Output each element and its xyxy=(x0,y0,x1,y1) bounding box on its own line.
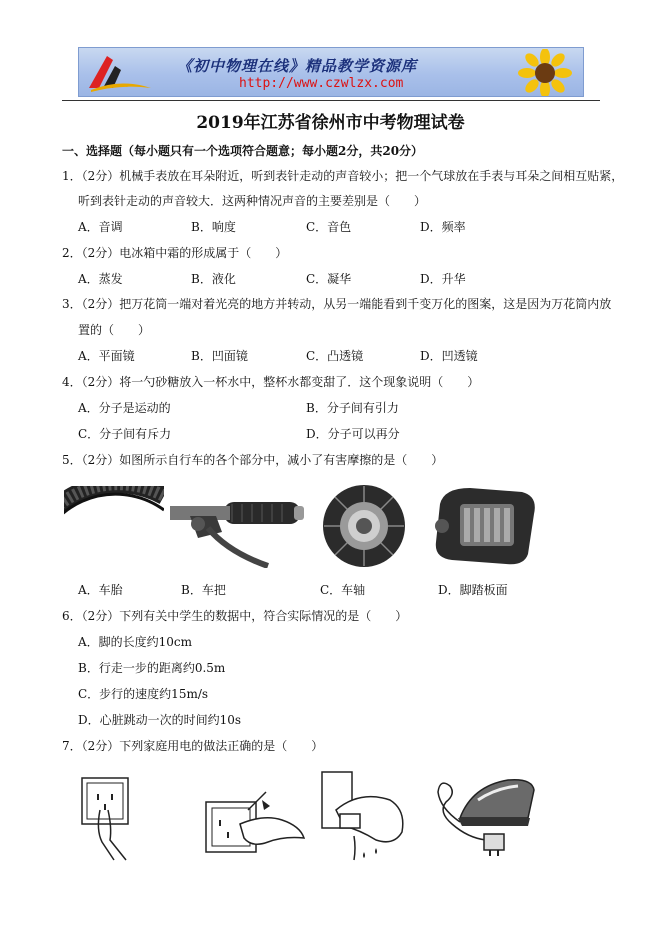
question-3-line-1: 3．（2分）把万花筒一端对着光亮的地方并转动，从另一端能看到千变万化的图案，这是因为万花筒内放 xyxy=(62,297,612,311)
q1-option-b: B．响度 xyxy=(191,220,236,234)
q5-option-c: C．车轴 xyxy=(320,583,366,597)
bike-pedal-picture xyxy=(430,484,540,568)
section-heading: 一、选择题（每小题只有一个选项符合题意；每小题2分，共20分） xyxy=(62,144,424,158)
question-4-line-1: 4．（2分）将一勺砂糖放入一杯水中，整杯水都变甜了．这个现象说明（ ） xyxy=(62,375,480,389)
question-6-line-1: 6．（2分）下列有关中学生的数据中，符合实际情况的是（ ） xyxy=(62,609,408,623)
bike-axle-picture xyxy=(314,484,414,568)
wet-hand-socket-picture xyxy=(80,770,146,862)
q2-option-b: B．液化 xyxy=(191,272,236,286)
iron-picture xyxy=(432,768,536,858)
question-1-line-1: 1．（2分）机械手表放在耳朵附近，听到表针走动的声音较小；把一个气球放在手表与耳朵之间相互贴紧， xyxy=(62,169,624,183)
question-3-line-2: 置的（ ） xyxy=(78,323,151,337)
q1-option-a: A．音调 xyxy=(78,220,123,234)
q2-option-d: D．升华 xyxy=(420,272,466,286)
header-rule xyxy=(62,100,600,101)
q5-option-a: A．车胎 xyxy=(78,583,123,597)
q6-option-b: B．行走一步的距离约0.5m xyxy=(78,661,226,675)
question-2-line-1: 2．（2分）电冰箱中霜的形成属于（ ） xyxy=(62,246,288,260)
q3-option-a: A．平面镜 xyxy=(78,349,135,363)
q4-option-d: D．分子可以再分 xyxy=(306,427,400,441)
q4-option-b: B．分子间有引力 xyxy=(306,401,399,415)
pulling-plug-picture xyxy=(204,790,306,862)
sunflower-icon xyxy=(513,49,577,97)
bike-handlebar-picture xyxy=(168,492,306,568)
q3-option-c: C．凸透镜 xyxy=(306,349,364,363)
q4-option-c: C．分子间有斥力 xyxy=(78,427,172,441)
banner-title: 《初中物理在线》精品教学资源库 xyxy=(177,57,418,75)
bike-tire-picture xyxy=(64,486,164,568)
q4-option-a: A．分子是运动的 xyxy=(78,401,171,415)
question-5-line-1: 5．（2分）如图所示自行车的各个部分中，减小了有害摩擦的是（ ） xyxy=(62,453,444,467)
wet-plug-picture xyxy=(320,770,408,862)
q2-option-a: A．蒸发 xyxy=(78,272,123,286)
header-banner xyxy=(78,47,584,97)
q2-option-c: C．凝华 xyxy=(306,272,352,286)
q5-option-b: B．车把 xyxy=(181,583,226,597)
q1-option-d: D．频率 xyxy=(420,220,466,234)
q3-option-b: B．凹面镜 xyxy=(191,349,248,363)
q5-option-d: D．脚踏板面 xyxy=(438,583,508,597)
page-title: 2019年江苏省徐州市中考物理试卷 xyxy=(196,113,465,133)
q1-option-c: C．音色 xyxy=(306,220,352,234)
q6-option-a: A．脚的长度约10cm xyxy=(78,635,193,649)
question-1-line-2: 听到表针走动的声音较大．这两种情况声音的主要差别是（ ） xyxy=(78,194,427,208)
logo-icon xyxy=(85,52,155,94)
q6-option-c: C．步行的速度约15m/s xyxy=(78,687,209,701)
banner-url: http://www.czwlzx.com xyxy=(239,76,404,91)
q3-option-d: D．凹透镜 xyxy=(420,349,478,363)
question-7-line-1: 7．（2分）下列家庭用电的做法正确的是（ ） xyxy=(62,739,324,753)
q6-option-d: D．心脏跳动一次的时间约10s xyxy=(78,713,242,727)
